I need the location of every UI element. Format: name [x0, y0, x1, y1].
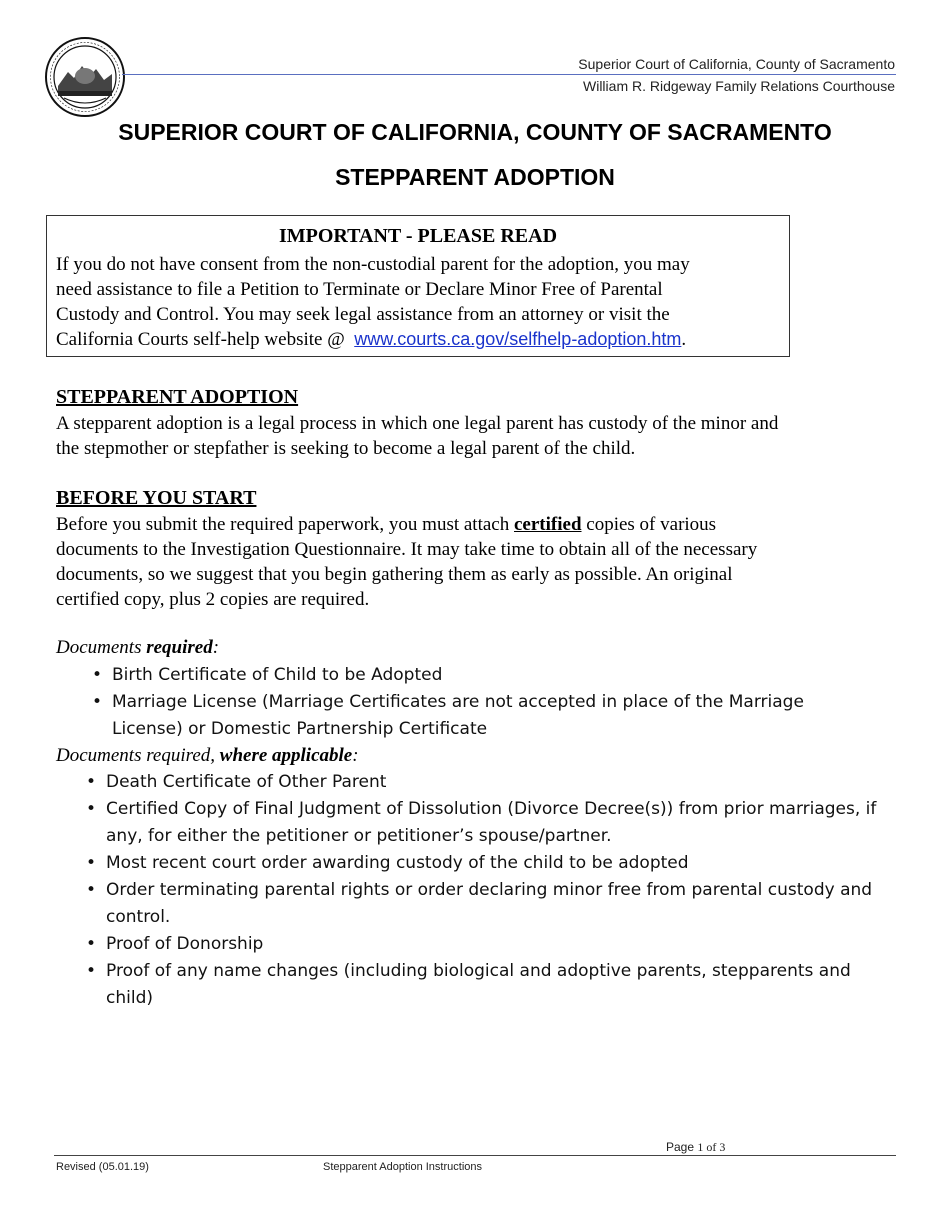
header-rule	[122, 74, 896, 75]
notice-line-prefix: California Courts self-help website @	[56, 329, 355, 350]
before-you-start-heading: BEFORE YOU START	[56, 487, 257, 509]
body-line: documents to the Investigation Questionnaire. It may take time to obtain all of the necessary	[56, 539, 758, 560]
stepparent-adoption-body	[56, 411, 896, 461]
body-text: copies of various	[581, 514, 717, 535]
list-item: • Proof of any name changes (including biological and adoptive parents, stepparents and child)	[78, 958, 900, 1012]
notice-line	[56, 327, 786, 352]
applicable-documents-list	[78, 769, 900, 1012]
notice-line-suffix: .	[681, 329, 687, 350]
required-documents-list	[84, 662, 864, 743]
list-item: • Death Certificate of Other Parent	[78, 769, 900, 796]
label-bold: required	[146, 637, 213, 658]
court-seal-icon	[44, 36, 126, 118]
document-name: Stepparent Adoption Instructions	[323, 1161, 482, 1173]
page-subtitle: STEPPARENT ADOPTION	[335, 164, 615, 190]
page-label: Page	[666, 1140, 695, 1154]
label-text: Documents	[56, 637, 147, 658]
notice-line: Custody and Control. You may seek legal assistance from an attorney or visit the	[56, 304, 670, 325]
page-of: 1 of 3	[697, 1140, 726, 1154]
header-court-line: Superior Court of California, County of Sacramento	[578, 56, 895, 72]
list-item: • Marriage License (Marriage Certificates are not accepted in place of the Marriage License) or Domestic Partnership Certificate	[84, 689, 864, 743]
notice-line: need assistance to file a Petition to Terminate or Declare Minor Free of Parental	[56, 279, 663, 300]
footer-rule	[54, 1155, 896, 1156]
label-text: :	[212, 637, 220, 658]
list-item: • Most recent court order awarding custody of the child to be adopted	[78, 850, 900, 877]
body-line: A stepparent adoption is a legal process in which one legal parent has custody of the minor and	[56, 413, 779, 434]
body-line: certified copy, plus 2 copies are required.	[56, 589, 370, 610]
where-applicable-label	[56, 745, 359, 767]
documents-required-label	[56, 637, 219, 659]
revised-date: Revised (05.01.19)	[56, 1161, 149, 1173]
selfhelp-link[interactable]: www.courts.ca.gov/selfhelp-adoption.htm	[354, 329, 682, 349]
label-bold: where applicable	[219, 745, 353, 766]
page-title: SUPERIOR COURT OF CALIFORNIA, COUNTY OF SACRAMENTO	[118, 119, 832, 145]
label-text: Documents required,	[56, 745, 220, 766]
page-number	[666, 1140, 725, 1155]
body-line: documents, so we suggest that you begin gathering them as early as possible. An original	[56, 564, 733, 585]
before-you-start-body	[56, 512, 896, 612]
certified-emphasis: certified	[514, 514, 582, 535]
notice-line: If you do not have consent from the non-custodial parent for the adoption, you may	[56, 254, 690, 275]
list-item: • Proof of Donorship	[78, 931, 900, 958]
notice-body	[56, 252, 786, 352]
header-courthouse-line: William R. Ridgeway Family Relations Courthouse	[583, 78, 895, 94]
required-list-wrap	[84, 662, 864, 743]
body-line	[56, 512, 896, 537]
stepparent-adoption-heading: STEPPARENT ADOPTION	[56, 386, 299, 408]
list-item: • Birth Certificate of Child to be Adopted	[84, 662, 864, 689]
body-line: the stepmother or stepfather is seeking to become a legal parent of the child.	[56, 438, 636, 459]
label-text: :	[352, 745, 359, 766]
applicable-list-wrap	[78, 769, 900, 1012]
body-text: Before you submit the required paperwork, you must attach	[56, 514, 514, 535]
list-item: • Certified Copy of Final Judgment of Dissolution (Divorce Decree(s)) from prior marriages, if any, for either the petitioner or petitioner’s spouse/partner.	[78, 796, 900, 850]
list-item: • Order terminating parental rights or order declaring minor free from parental custody and control.	[78, 877, 900, 931]
notice-heading: IMPORTANT - PLEASE READ	[278, 225, 558, 247]
